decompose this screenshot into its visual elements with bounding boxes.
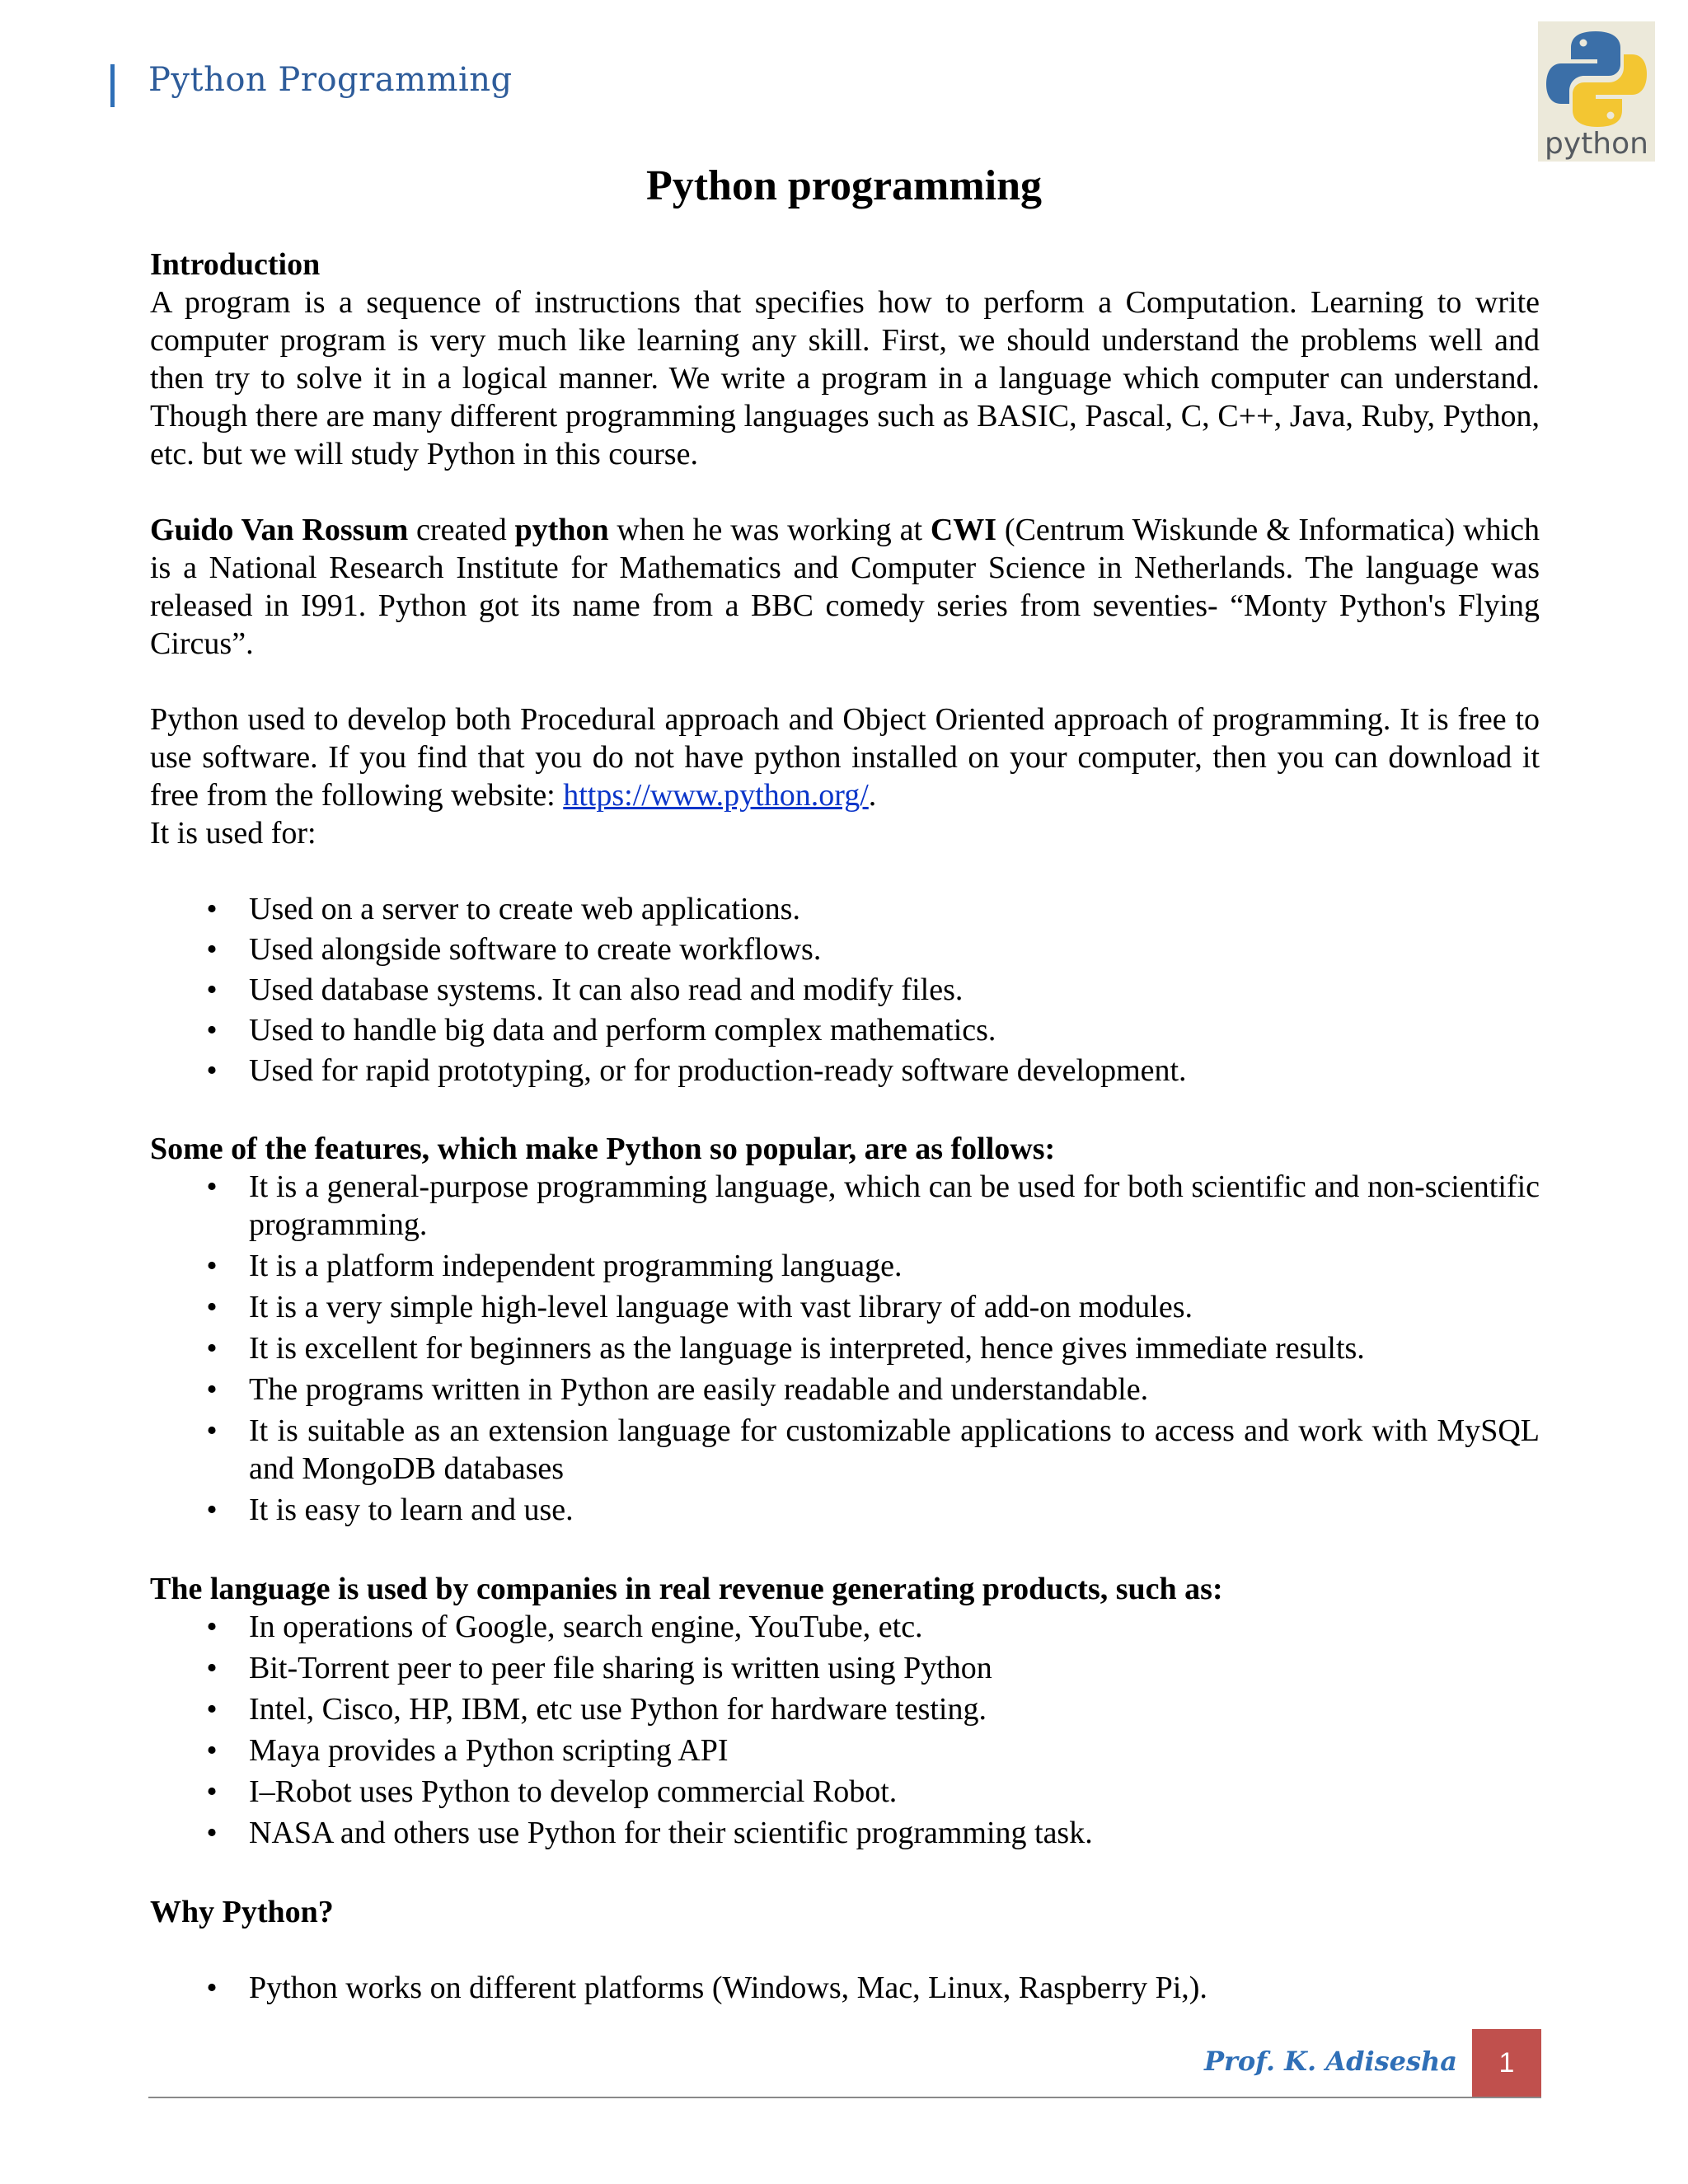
bullet-icon: • xyxy=(206,892,218,926)
history-text-1: created xyxy=(408,513,515,547)
history-text-3: (Centrum Wiskunde & Informatica) which is a National Research Institute for Mathematics and Computer Science in Netherlands. The language was released in I991. Python got its name from a BBC comedy series from seventies- “Monty Python's Flying Circus”. xyxy=(150,513,1540,661)
bullet-icon: • xyxy=(206,1053,218,1088)
list-item: • I–Robot uses Python to develop commercial Robot. xyxy=(150,1773,1540,1811)
bullet-icon: • xyxy=(206,1290,218,1324)
page-number-badge: 1 xyxy=(1472,2029,1541,2097)
used-for-label: It is used for: xyxy=(150,816,316,851)
list-item: • Used database systems. It can also read and modify files. xyxy=(150,971,1540,1009)
bullet-icon: • xyxy=(206,932,218,967)
bullet-icon: • xyxy=(206,1331,218,1366)
list-item: • In operations of Google, search engine, YouTube, etc. xyxy=(150,1608,1540,1646)
bullet-icon: • xyxy=(206,1013,218,1047)
bullet-icon: • xyxy=(206,1774,218,1809)
list-item: • Maya provides a Python scripting API xyxy=(150,1732,1540,1769)
page-title: Python programming xyxy=(645,162,1043,209)
history-paragraph xyxy=(150,511,1540,663)
bullet-icon: • xyxy=(206,972,218,1007)
header-accent-bar xyxy=(110,64,115,107)
features-list xyxy=(150,1168,1540,1529)
list-item: • It is a platform independent programming language. xyxy=(150,1247,1540,1285)
features-heading: Some of the features, which make Python so popular, are as follows: xyxy=(150,1132,1056,1166)
cwi-word: CWI xyxy=(930,513,997,547)
list-item: • It is a very simple high-level language with vast library of add-on modules. xyxy=(150,1288,1540,1326)
list-item: • It is excellent for beginners as the language is interpreted, hence gives immediate results. xyxy=(150,1329,1540,1367)
bullet-icon: • xyxy=(206,1610,218,1644)
document-body xyxy=(150,246,1540,2007)
why-list xyxy=(150,1969,1540,2007)
list-item: • Used alongside software to create workflows. xyxy=(150,930,1540,968)
list-item: • It is suitable as an extension language for customizable applications to access and work with MySQL and MongoDB databases xyxy=(150,1412,1540,1488)
list-item: • Bit-Torrent peer to peer file sharing is written using Python xyxy=(150,1649,1540,1687)
bullet-icon: • xyxy=(206,1692,218,1727)
list-item: • Used to handle big data and perform complex mathematics. xyxy=(150,1011,1540,1049)
companies-heading: The language is used by companies in real revenue generating products, such as: xyxy=(150,1572,1223,1606)
footer-divider xyxy=(148,2097,1541,2098)
list-item: • Used for rapid prototyping, or for production-ready software development. xyxy=(150,1052,1540,1090)
usage-text-1: Python used to develop both Procedural approach and Object Oriented approach of programming. It is free to use software. If you find that you do not have python installed on your computer, then you can download it free from the following website: xyxy=(150,702,1540,813)
intro-paragraph: A program is a sequence of instructions that specifies how to perform a Computation. Learning to write computer program is very much like learning any skill. First, we should understand the problems well and then try to solve it in a logical manner. We write a program in a language which computer can understand. Though there are many different programming languages such as BASIC, Pascal, C, C++, Java, Ruby, Python, etc. but we will study Python in this course. xyxy=(150,285,1540,471)
list-item: • It is easy to learn and use. xyxy=(150,1491,1540,1529)
history-text-2: when he was working at xyxy=(608,513,931,547)
list-item: • It is a general-purpose programming language, which can be used for both scientific and non-scientific programming. xyxy=(150,1168,1540,1244)
guido-name: Guido Van Rossum xyxy=(150,513,409,547)
intro-heading: Introduction xyxy=(150,247,321,282)
list-item: • NASA and others use Python for their scientific programming task. xyxy=(150,1814,1540,1852)
header-title: Python Programming xyxy=(148,61,513,99)
bullet-icon: • xyxy=(206,1733,218,1768)
bullet-icon: • xyxy=(206,1413,218,1448)
python-word: python xyxy=(514,513,609,547)
list-item: • Used on a server to create web applications. xyxy=(150,890,1540,928)
bullet-icon: • xyxy=(206,1493,218,1527)
list-item: • Python works on different platforms (Windows, Mac, Linux, Raspberry Pi,). xyxy=(150,1969,1540,2007)
python-website-link[interactable]: https://www.python.org/ xyxy=(563,778,869,813)
bullet-icon: • xyxy=(206,1169,218,1204)
footer-author: Prof. K. Adisesha xyxy=(1203,2046,1457,2077)
list-item: • The programs written in Python are easily readable and understandable. xyxy=(150,1371,1540,1408)
list-item: • Intel, Cisco, HP, IBM, etc use Python for hardware testing. xyxy=(150,1690,1540,1728)
why-heading: Why Python? xyxy=(150,1895,334,1929)
bullet-icon: • xyxy=(206,1372,218,1407)
usage-paragraph xyxy=(150,701,1540,814)
python-logo-text: python xyxy=(1545,127,1648,161)
usage-text-2: . xyxy=(868,778,877,813)
companies-list xyxy=(150,1608,1540,1852)
bullet-icon: • xyxy=(206,1971,218,2005)
bullet-icon: • xyxy=(206,1651,218,1685)
bullet-icon: • xyxy=(206,1816,218,1850)
used-for-list xyxy=(150,890,1540,1090)
python-logo-icon xyxy=(1538,21,1655,162)
bullet-icon: • xyxy=(206,1249,218,1283)
